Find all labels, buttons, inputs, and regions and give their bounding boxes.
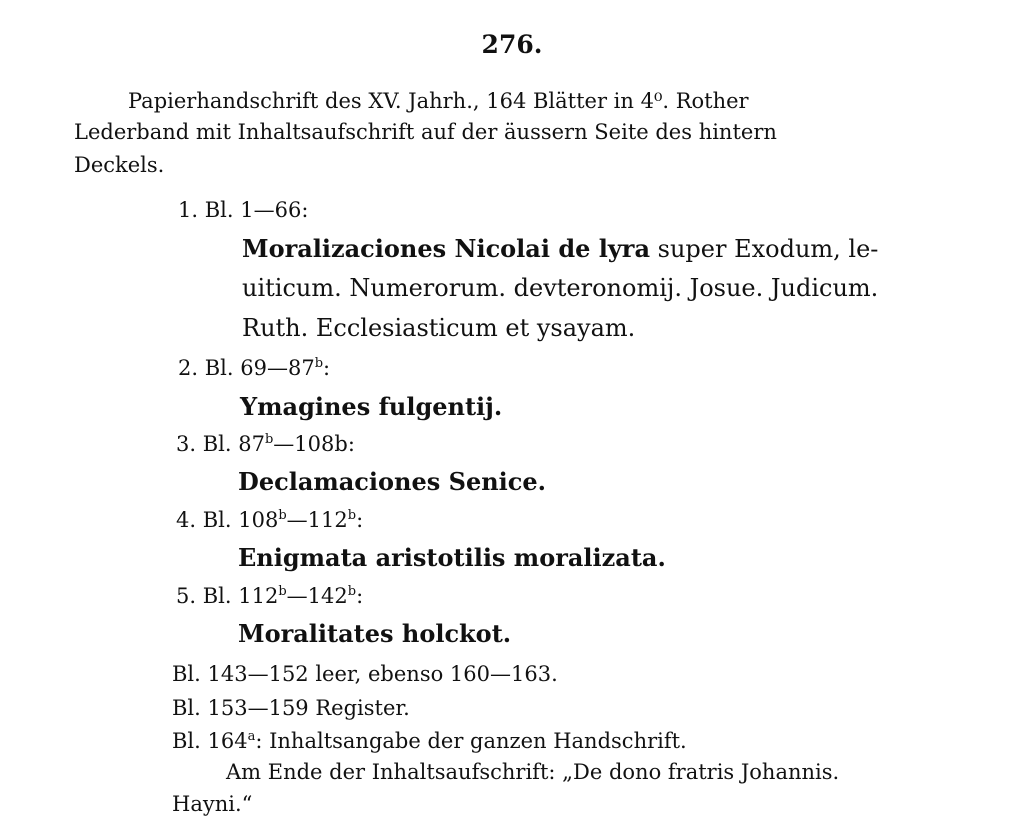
entry-title: Moralitates holckot. [238,619,512,648]
entry-title: Declamaciones Senice. [238,467,547,496]
entry-title: Moralizaciones Nicolai de lyra super Exodum, le- [242,234,879,263]
intro-line-1: Papierhandschrift des XV. Jahrh., 164 Blätter in 4⁰. Rother [128,89,749,113]
page-number: 276. [481,30,543,59]
entry-ref: 2. Bl. 69—87$^b$: [178,356,331,380]
entry-ref: 4. Bl. 108$^b$—112$^b$: [176,508,364,532]
note-line-3: Bl. 164$^a$: Inhaltsangabe der ganzen Handschrift. [172,729,687,753]
intro-line-2: Lederband mit Inhaltsaufschrift auf der äussern Seite des hintern [74,120,777,144]
intro-line-3: Deckels. [74,153,165,177]
entry-title-line-2: uiticum. Numerorum. devteronomij. Josue. Judicum. [242,274,879,302]
entry-title-line-3: Ruth. Ecclesiasticum et ysayam. [242,314,636,342]
entry-ref: 5. Bl. 112$^b$—142$^b$: [176,584,364,608]
entry-title: Enigmata aristotilis moralizata. [238,543,666,572]
note-line-1: Bl. 143—152 leer, ebenso 160—163. [172,662,558,686]
note-line-2: Bl. 153—159 Register. [172,696,410,720]
note-line-4: Am Ende der Inhaltsaufschrift: „De dono fratris Johannis. [226,760,840,784]
note-line-5: Hayni.“ [172,792,253,816]
entry-ref: 3. Bl. 87$^b$—108b: [176,432,355,456]
entry-title: Ymagines fulgentij. [240,392,503,421]
entry-ref: 1. Bl. 1—66: [178,198,309,222]
